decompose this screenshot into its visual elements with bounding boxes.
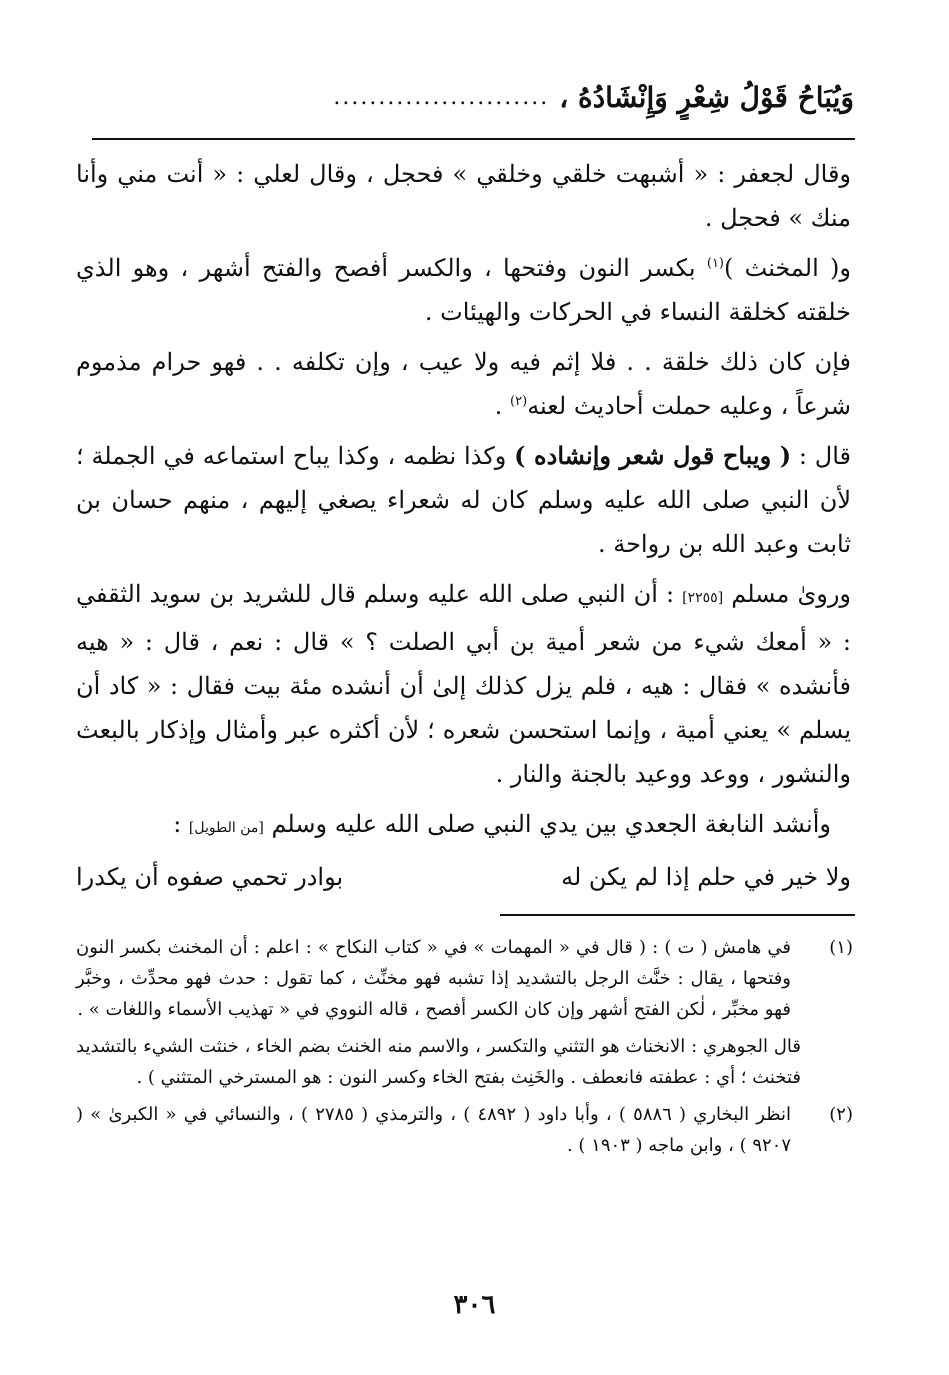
paragraph-5-text: : أن النبي صلى الله عليه وسلم قال للشريد بن سويد الثقفي : « أمعك شيء من شعر أمية بن أبي الصلت ؟ » قال : نعم ، قال : « هيه فأنشده » فقال : هيه ، فلم يزل كذلك إلىٰ أن أنشده مئة بيت فقال : « كاد أن يسلم » يعني أمية ، وإنما استحسن شعره ؛ لأن أكثره عبر وأمثال وإذكار بالبعث والنشور ، ووعد ووعيد بالجنة والنار . [76,580,851,788]
paragraph-5-lead: وروىٰ مسلم [723,580,851,608]
matn-quote: ( ويباح قول شعر وإنشاده ) [514,441,792,470]
paragraph-2-lead: و( المخنث ) [724,254,851,282]
verse-second-hemistich: بوادر تحمي صفوه أن يكدرا [76,863,344,891]
header-rule [92,138,855,140]
paragraph-3-text: فإن كان ذلك خلقة . . فلا إثم فيه ولا عيب ، وإن تكلفه . . فهو حرام مذموم شرعاً ، وعليه حملت أحاديث لعنه [76,348,851,420]
paragraph-3 [76,340,851,428]
main-text [76,152,851,898]
meter-label: [من الطويل] [188,820,264,836]
paragraph-6-text: وأنشد النابغة الجعدي بين يدي النبي صلى الله عليه وسلم [263,810,831,838]
paragraph-4-lead: قال : [791,442,852,470]
footnote-1-number: (١) [829,937,853,958]
footnote-1 [76,932,853,1025]
footnote-2-text: انظر البخاري ( ٥٨٨٦ ) ، وأبا داود ( ٤٨٩٢ ) ، والترمذي ( ٢٧٨٥ ) ، والنسائي في « الكبرىٰ » ( ٩٢٠٧ ) ، وابن ماجه ( ١٩٠٣ ) . [76,1104,791,1156]
paragraph-2 [76,246,851,334]
header-dots: ........................ [333,84,550,110]
paragraph-6 [76,802,851,850]
footnote-rule [500,914,855,916]
footnotes [76,932,853,1167]
paragraph-3-end: . [494,392,511,420]
paragraph-1-text: وقال لجعفر : « أشبهت خلقي وخلقي » فحجل ، وقال لعلي : « أنت مني وأنا منك » فحجل . [76,160,851,232]
footnote-ref-2[interactable]: (٢) [510,394,528,409]
footnote-1-continuation: قال الجوهري : الانخناث هو التثني والتكسر ، والاسم منه الخنث بضم الخاء ، خنثت الشيء بالتشديد فتخنث ؛ أي : عطفته فانعطف . والخَنِث بفتح الخاء وكسر النون : هو المسترخي المتثني ) . [76,1036,801,1088]
footnote-2 [76,1099,853,1161]
poetry-verse [76,856,851,898]
header-title: وَيُبَاحُ قَوْلُ شِعْرٍ وَإِنْشَادُهُ ، [559,80,854,114]
footnote-ref-1[interactable]: (١) [706,256,724,271]
footnote-1-text: في هامش ( ت ) : ( قال في « المهمات » في « كتاب النكاح » : اعلم : أن المخنث بكسر النون وفتحها ، يقال : خنَّث الرجل بالتشديد إذا تشبه فهو مخنِّث ، كما تقول : حدث فهو محدِّث ، وخبَّر فهو مخبِّر ، لٰكن الفتح أشهر وإن كان الكسر أفصح ، قاله النووي في « تهذيب الأسماء واللغات » . [76,937,791,1020]
paragraph-6-end: : [173,810,189,838]
paragraph-4 [76,434,851,566]
paragraph-1 [76,152,851,240]
hadith-number: [٢٢٥٥] [682,590,724,606]
footnote-2-number: (٢) [829,1104,853,1125]
paragraph-2-text: بكسر النون وفتحها ، والكسر أفصح والفتح أشهر ، وهو الذي خلقته كخلقة النساء في الحركات والهيئات . [76,254,851,326]
verse-first-hemistich: ولا خير في حلم إذا لم يكن له [561,863,851,891]
running-header [70,74,854,120]
paragraph-5 [76,572,851,796]
paragraph-4-text: وكذا نظمه ، وكذا يباح استماعه في الجملة ؛ لأن النبي صلى الله عليه وسلم كان له شعراء يصغي إليهم ، منهم حسان بن ثابت وعبد الله بن رواحة . [76,442,852,558]
page-number: ٣٠٦ [453,1290,496,1320]
